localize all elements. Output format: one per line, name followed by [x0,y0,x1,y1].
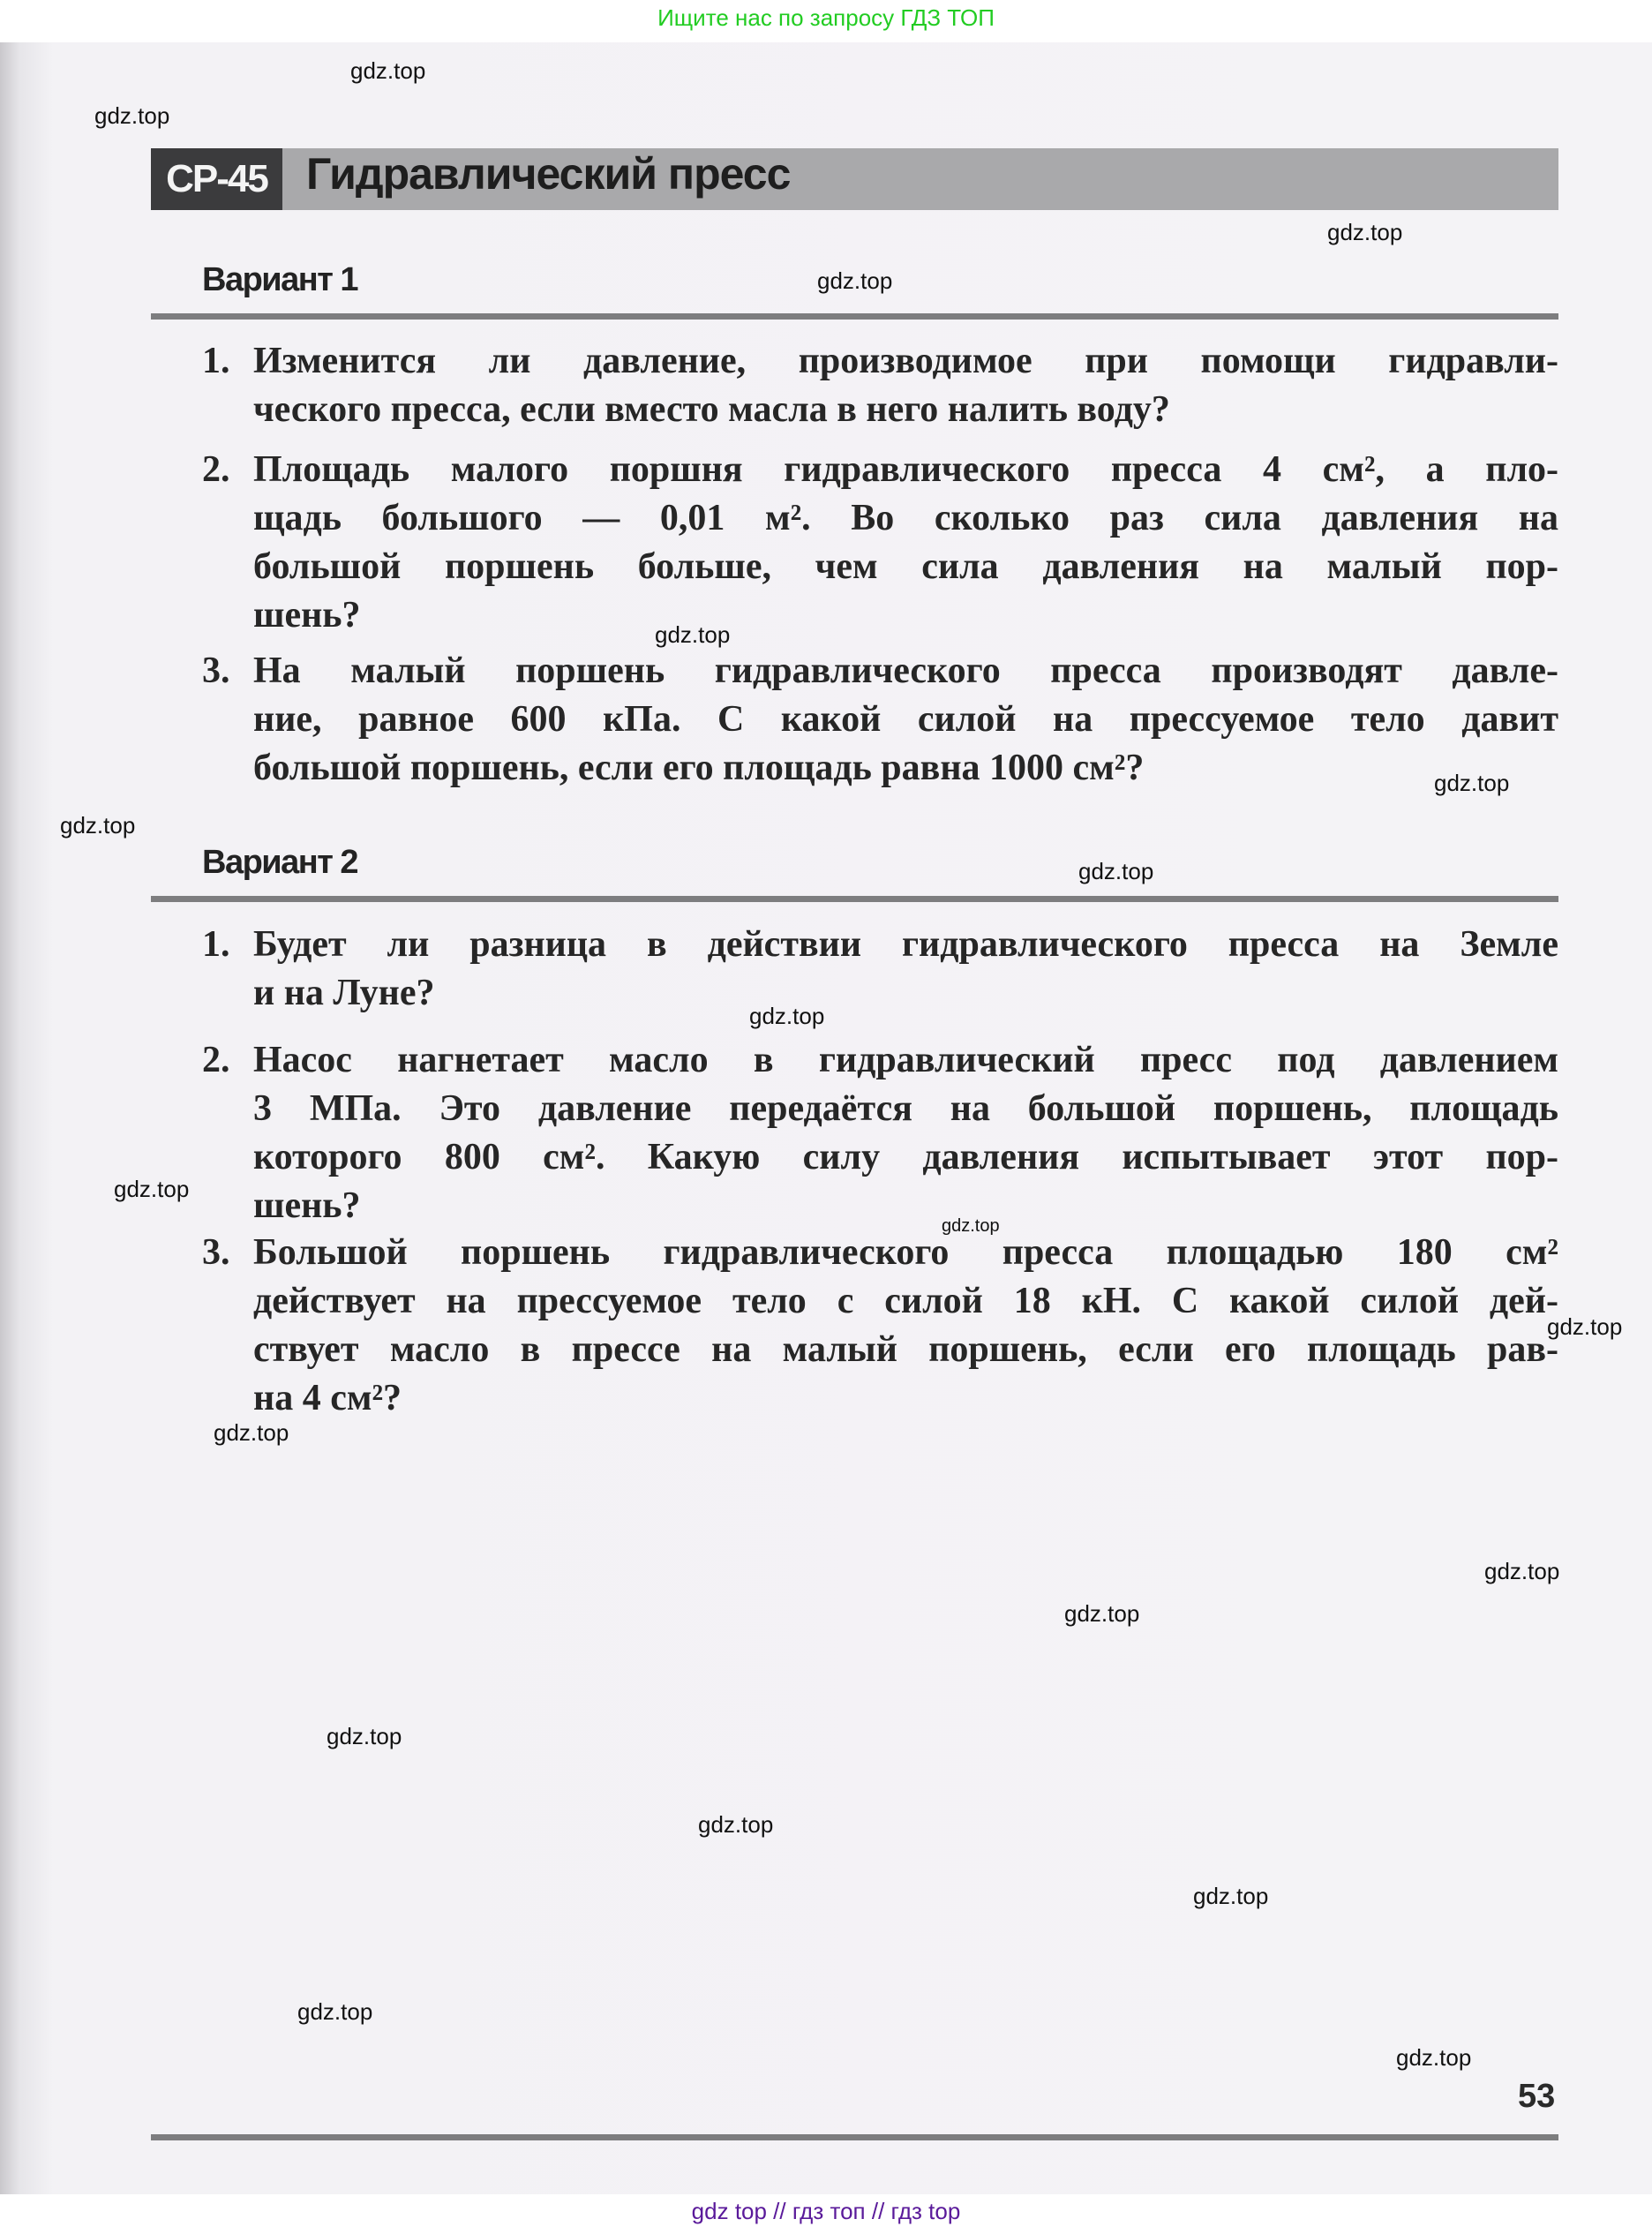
question-item [202,921,1558,1018]
question-text-line: щадь большого — 0,01 м². Во сколько раз сила давления на [253,498,1558,538]
question-text-line: шень? [253,595,361,636]
question-text-line: Насос нагнетает масло в гидравлический пресс под давлением [253,1040,1558,1080]
question-text-line: большой поршень больше, чем сила давления на малый пор- [253,546,1558,587]
watermark-text: gdz.top [60,812,136,839]
question-text-line: На малый поршень гидравлического пресса производят давле- [253,651,1558,691]
question-text-line: ческого пресса, если вместо масла в него налить воду? [253,389,1170,430]
watermark-text: gdz.top [1193,1883,1269,1909]
watermark-text: gdz.top [1434,770,1510,796]
watermark-text: gdz.top [817,267,893,294]
question-number: 3. [202,1232,230,1273]
question-number: 2. [202,449,230,490]
question-number: 2. [202,1040,230,1080]
watermark-text: gdz.top [1078,858,1154,884]
question-item [202,337,1558,434]
bottom-divider [151,2134,1558,2140]
divider [151,896,1558,902]
question-text-line: на 4 см²? [253,1378,402,1418]
question-text-line: шень? [253,1185,361,1226]
question-text-line: Площадь малого поршня гидравлического пресса 4 см², а пло- [253,449,1558,490]
watermark-text: gdz.top [1484,1558,1560,1584]
question-text-line: Будет ли разница в действии гидравлического пресса на Земле [253,924,1558,965]
question-text-line: Большой поршень гидравлического пресса площадью 180 см² [253,1232,1558,1273]
question-number: 1. [202,341,230,381]
question-text-line: 3 МПа. Это давление передаётся на большой поршень, площадь [253,1088,1558,1129]
watermark-text: gdz.top [350,57,426,84]
watermark-text: gdz.top [942,1216,1000,1236]
question-text-line: большой поршень, если его площадь равна 1000 см²? [253,748,1145,788]
watermark-text: gdz.top [94,102,170,129]
watermark-text: gdz.top [327,1723,402,1749]
question-text-line: ствует масло в прессе на малый поршень, если его площадь рав- [253,1329,1558,1370]
watermark-text: gdz.top [1547,1313,1623,1340]
watermark-text: gdz.top [114,1176,190,1202]
watermark-text: gdz.top [214,1419,289,1446]
search-banner[interactable]: Ищите нас по запросу ГДЗ ТОП [657,4,995,31]
question-item [202,1229,1558,1423]
watermark-text: gdz.top [698,1811,774,1838]
watermark-text: gdz.top [1396,2044,1472,2071]
question-text-line: Изменится ли давление, производимое при помощи гидравли- [253,341,1558,381]
section-title: Гидравлический пресс [306,149,791,199]
question-text-line: действует на прессуемое тело с силой 18 кН. С какой силой дей- [253,1281,1558,1321]
variant-2-heading: Вариант 2 [202,844,358,881]
watermark-text: gdz.top [1327,219,1403,245]
question-item [202,446,1558,640]
section-title-bar [151,148,1558,210]
watermark-text: gdz.top [297,1998,373,2025]
question-text-line: которого 800 см². Какую силу давления испытывает этот пор- [253,1137,1558,1177]
watermark-text: gdz.top [655,621,731,648]
footer-links[interactable]: gdz top // гдз топ // гдз top [691,2198,961,2224]
variant-1-heading: Вариант 1 [202,261,358,298]
question-item [202,647,1558,793]
question-item [202,1036,1558,1230]
page-number: 53 [1518,2078,1556,2115]
watermark-text: gdz.top [749,1003,825,1029]
divider [151,313,1558,320]
section-code: СР-45 [151,148,282,210]
question-text-line: ние, равное 600 кПа. С какой силой на прессуемое тело давит [253,699,1558,740]
question-number: 1. [202,924,230,965]
question-text-line: и на Луне? [253,973,435,1013]
watermark-text: gdz.top [1064,1600,1140,1627]
question-number: 3. [202,651,230,691]
